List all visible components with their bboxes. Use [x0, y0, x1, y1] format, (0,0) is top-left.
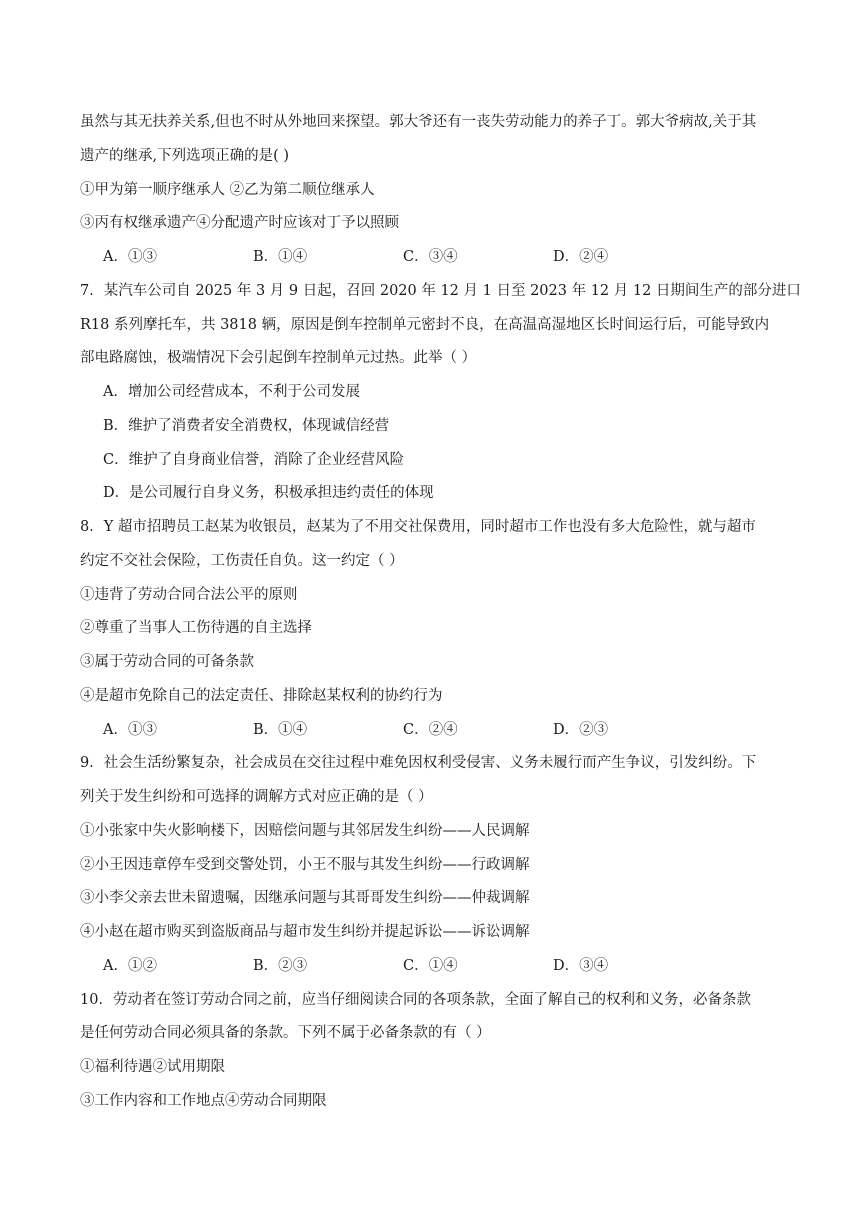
q6-line-2: 遗产的继承,下列选项正确的是( ): [80, 148, 290, 164]
q10-line-1: 10．劳动者在签订劳动合同之前，应当仔细阅读合同的各项条款，全面了解自己的权利和义务，必备条款: [80, 992, 751, 1008]
q6-option-d[interactable]: D．②④: [553, 249, 609, 265]
q6-option-b[interactable]: B．①④: [253, 249, 308, 265]
q9-statement-4: ④小赵在超市购买到盗版商品与超市发生纠纷并提起诉讼——诉讼调解: [80, 924, 530, 940]
q8-option-b[interactable]: B．①④: [253, 722, 308, 738]
q6-option-a[interactable]: A．①③: [103, 249, 157, 265]
q6-option-c[interactable]: C．③④: [403, 249, 458, 265]
q7-option-c[interactable]: C．维护了自身商业信誉，消除了企业经营风险: [103, 452, 405, 468]
q7-option-a[interactable]: A．增加公司经营成本，不利于公司发展: [103, 384, 360, 400]
q8-option-c[interactable]: C．②④: [403, 722, 458, 738]
q9-option-a[interactable]: A．①②: [103, 958, 157, 974]
q9-statement-3: ③小李父亲去世未留遗嘱，因继承问题与其哥哥发生纠纷——仲裁调解: [80, 890, 530, 906]
q7-line-2: R18 系列摩托车，共 3818 辆，原因是倒车控制单元密封不良，在高温高湿地区长时间运行后，可能导致内: [80, 317, 770, 333]
q7-line-1: 7．某汽车公司自 2025 年 3 月 9 日起，召回 2020 年 12 月 1 日至 2023 年 12 月 12 日期间生产的部分进口: [80, 283, 801, 299]
q8-option-a[interactable]: A．①③: [103, 722, 157, 738]
q8-statement-4: ④是超市免除自己的法定责任、排除赵某权利的协约行为: [80, 688, 443, 704]
q8-option-d[interactable]: D．②③: [553, 722, 609, 738]
q6-line-4: ③丙有权继承遗产④分配遗产时应该对丁予以照顾: [80, 215, 399, 231]
q9-statement-1: ①小张家中失火影响楼下，因赔偿问题与其邻居发生纠纷——人民调解: [80, 823, 530, 839]
q7-option-d[interactable]: D．是公司履行自身义务，积极承担违约责任的体现: [103, 485, 434, 501]
q9-option-d[interactable]: D．③④: [553, 958, 609, 974]
q10-statement-2: ③工作内容和工作地点④劳动合同期限: [80, 1093, 327, 1109]
q8-statement-3: ③属于劳动合同的可备条款: [80, 654, 254, 670]
q6-line-3: ①甲为第一顺序继承人 ②乙为第二顺位继承人: [80, 182, 375, 198]
q7-option-b[interactable]: B．维护了消费者安全消费权，体现诚信经营: [103, 418, 390, 434]
q9-line-1: 9．社会生活纷繁复杂，社会成员在交往过程中难免因权利受侵害、义务未履行而产生争议，引发纠纷。下: [80, 755, 757, 771]
q9-statement-2: ②小王因违章停车受到交警处罚，小王不服与其发生纠纷——行政调解: [80, 857, 530, 873]
q8-line-1: 8．Y 超市招聘员工赵某为收银员，赵某为了不用交社保费用，同时超市工作也没有多大危险性，就与超市: [80, 519, 756, 535]
q10-statement-1: ①福利待遇②试用期限: [80, 1059, 225, 1075]
q6-line-1: 虽然与其无扶养关系,但也不时从外地回来探望。郭大爷还有一丧失劳动能力的养子丁。郭大爷病故,关于其: [80, 114, 757, 130]
q7-line-3: 部电路腐蚀，极端情况下会引起倒车控制单元过热。此举（ ）: [80, 350, 477, 366]
q8-line-2: 约定不交社会保险，工伤责任自负。这一约定（ ）: [80, 553, 404, 569]
q9-line-2: 列关于发生纠纷和可选择的调解方式对应正确的是（ ）: [80, 789, 433, 805]
q9-option-b[interactable]: B．②③: [253, 958, 308, 974]
q8-statement-1: ①违背了劳动合同合法公平的原则: [80, 587, 298, 603]
q8-statement-2: ②尊重了当事人工伤待遇的自主选择: [80, 620, 312, 636]
q9-option-c[interactable]: C．①④: [403, 958, 458, 974]
q10-line-2: 是任何劳动合同必须具备的条款。下列不属于必备条款的有（ ）: [80, 1025, 491, 1041]
